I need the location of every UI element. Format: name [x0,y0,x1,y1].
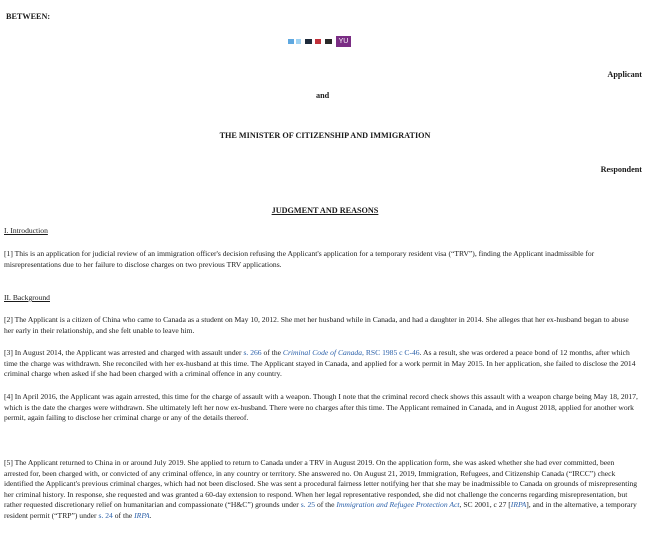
text-segment: of the [261,348,283,357]
text-segment: ], and in the alternative, a temporary resident permit (“TRP”) under [4,500,637,520]
paragraph-3 [4,348,640,380]
paragraph-4 [4,392,640,424]
text-segment: of the [112,510,135,520]
and-label: and [316,91,330,100]
respondent-name: THE MINISTER OF CITIZENSHIP AND IMMIGRATION [219,131,431,140]
statute-section-link[interactable]: s. 266 [243,348,262,357]
paragraph-2 [4,315,640,336]
redacted-applicant-name [288,36,352,46]
text-segment: of the [315,500,337,510]
citation-link[interactable]: , RSC 1985 c C-46 [362,348,420,357]
paragraph-1 [4,249,640,270]
paragraph-text: [1] This is an application for judicial review of an immigration officer's decision refusing the Applicant's application for a temporary resident visa (“TRV”), finding the Applicant inadmissible for misrepresentations due to her failure to disclose charges on two previous TRV applications. [4,249,595,269]
section-heading-introduction: I. Introduction [4,226,48,235]
statute-section-link[interactable]: s. 25 [300,500,316,510]
paragraph-text [4,458,640,522]
redaction-pixel [325,39,332,44]
irpa-abbrev-link[interactable]: IRPA [134,510,150,520]
paragraph-text: [4] In April 2016, the Applicant was again arrested, this time for the charge of assault with a weapon. Though I note that the criminal record check shows this assault with a weapon charge being May 18, 2017, which is the date the charges were withdrawn. She ultimately left her now ex-husband. There were no charges after this time. The Applicant remained in Canada, and in August 2018, applied for another work permit, again failing to disclose her criminal charge or any of the details thereof. [4,392,638,423]
criminal-code-link[interactable]: Criminal Code of Canada [282,348,363,357]
respondent-role: Respondent [600,165,642,174]
redaction-pixel [315,39,321,44]
text-segment: , SC 2001, c 27 [ [459,500,511,510]
paragraph-5 [4,458,640,522]
redaction-pixel [296,39,301,44]
section-heading-background: II. Background [4,293,50,302]
paragraph-text: [2] The Applicant is a citizen of China who came to Canada as a student on May 10, 2012. She met her husband while in Canada, and had a daughter in 2014. She alleges that her ex-husband began to abuse her early in their relationship, and she felt unable to leave him. [4,315,629,335]
statute-section-link[interactable]: s. 24 [98,510,113,520]
document-title: JUDGMENT AND REASONS [271,206,379,215]
redaction-pixel [288,39,294,44]
text-segment: . As a result, she was ordered a peace bond of 12 months, after which time the charge was withdrawn. She reconciled with her ex-husband at this time. The Applicant stayed in Canada, and applied for a work permit in May 2015. In her application, she failed to disclose the 2014 criminal charge when asked if she had been charged with a criminal offence in any country. [4,348,636,379]
paragraph-text [4,348,640,380]
irpa-abbrev-link[interactable]: IRPA [510,500,527,510]
between-label: BETWEEN: [6,12,51,21]
applicant-role: Applicant [607,70,642,79]
text-segment: [3] In August 2014, the Applicant was arrested and charged with assault under [4,348,244,357]
text-segment: . [149,510,152,520]
irpa-act-link[interactable]: Immigration and Refugee Protection Act [336,500,460,510]
redaction-pixel [305,39,312,44]
text-segment: [5] The Applicant returned to China in or around July 2019. She applied to return to Canada under a TRV in August 2019. On the application form, she was asked whether she had ever committed, been arrested for, been charged with, or convicted of any criminal offence, in any country or territory. She answered no. On August 21, 2019, Immigration, Refugees, and Citizenship Canada (“IRCC”) check identified the Applicant's previous criminal charges, which had not been disclosed. She was sent a procedural fairness letter notifying her that she may be inadmissible to Canada on grounds of misrepresenting her criminal history. In response, she requested and was granted a 60-day extension to respond. When her legal representative responded, she did not challenge the concerns regarding misrepresentation, but rather requested discretionary relief on humanitarian and compassionate (“H&C”) grounds under [4,458,638,510]
name-tag: YU [336,36,351,47]
